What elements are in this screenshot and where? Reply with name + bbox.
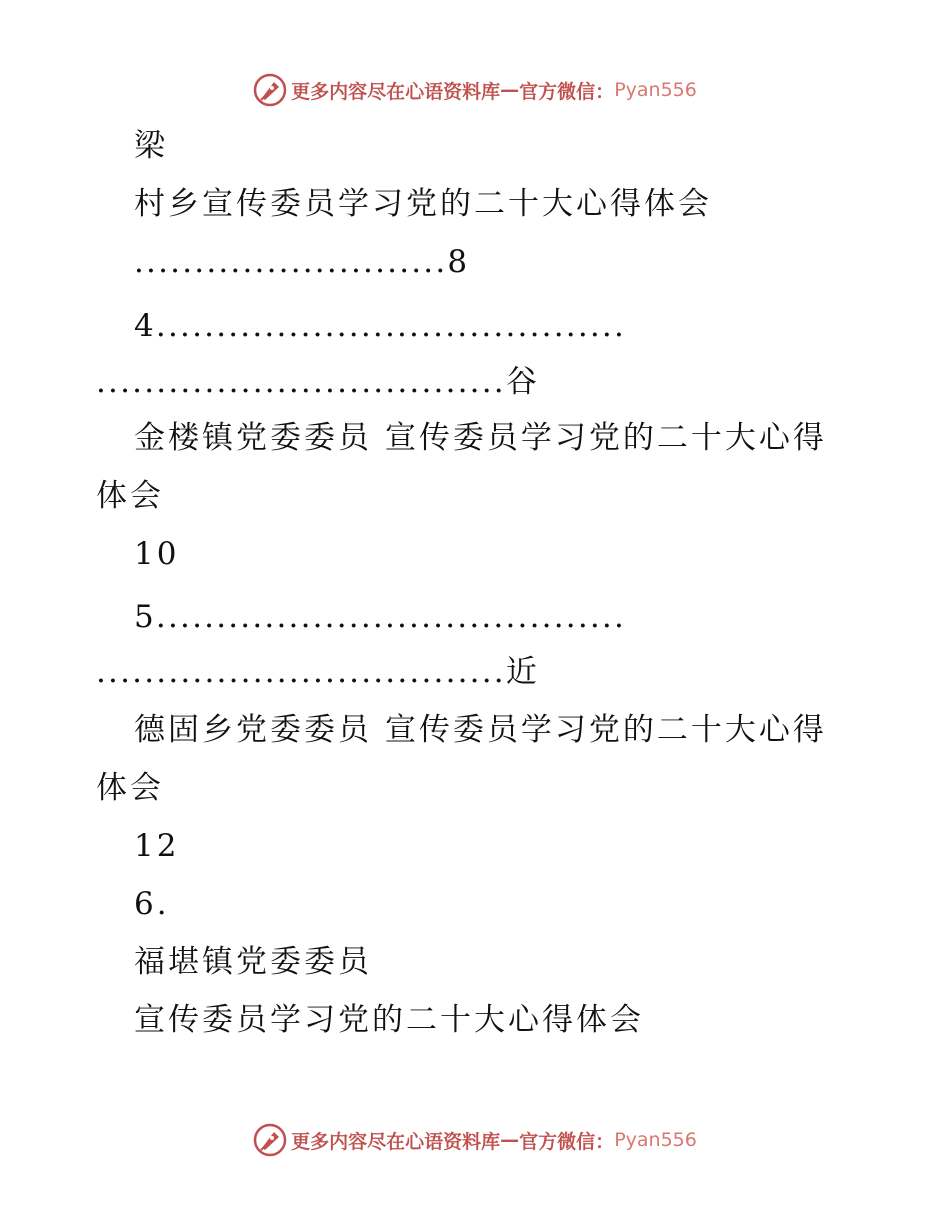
banner-dash: — <box>500 79 520 101</box>
toc-line-2: 村乡宣传委员学习党的二十大心得体会 <box>134 186 712 222</box>
banner-dash: — <box>500 1129 520 1151</box>
toc-line-14: 6. <box>134 886 170 922</box>
banner-contact-label: 官方微信： <box>519 1130 615 1153</box>
toc-line-5: ..................................谷 <box>96 364 540 400</box>
toc-line-7: 体会 <box>96 478 164 514</box>
toc-line-16: 宣传委员学习党的二十大心得体会 <box>134 1002 644 1038</box>
toc-line-4: 4....................................... <box>134 308 627 344</box>
toc-line-1: 梁 <box>134 128 168 164</box>
footer-banner <box>0 1120 950 1160</box>
banner-main-text: 更多内容尽在心语资料库 <box>291 80 501 103</box>
toc-line-10: ..................................近 <box>96 654 540 690</box>
pen-nib-icon <box>253 1123 287 1157</box>
toc-line-9: 5....................................... <box>134 599 627 635</box>
banner-main-text: 更多内容尽在心语资料库 <box>291 1130 501 1153</box>
toc-line-8: 10 <box>134 536 180 572</box>
toc-line-11: 德固乡党委委员 宣传委员学习党的二十大心得 <box>134 712 827 748</box>
toc-line-3: ..........................8 <box>134 244 470 280</box>
toc-line-6: 金楼镇党委委员 宣传委员学习党的二十大心得 <box>134 420 827 456</box>
banner-contact-id: Pyan556 <box>614 1129 697 1151</box>
banner-contact-label: 官方微信： <box>519 80 615 103</box>
toc-line-12: 体会 <box>96 770 164 806</box>
header-banner <box>0 70 950 110</box>
toc-line-13: 12 <box>134 828 180 864</box>
pen-nib-icon <box>253 73 287 107</box>
banner-contact-id: Pyan556 <box>614 79 697 101</box>
toc-line-15: 福堪镇党委委员 <box>134 944 372 980</box>
